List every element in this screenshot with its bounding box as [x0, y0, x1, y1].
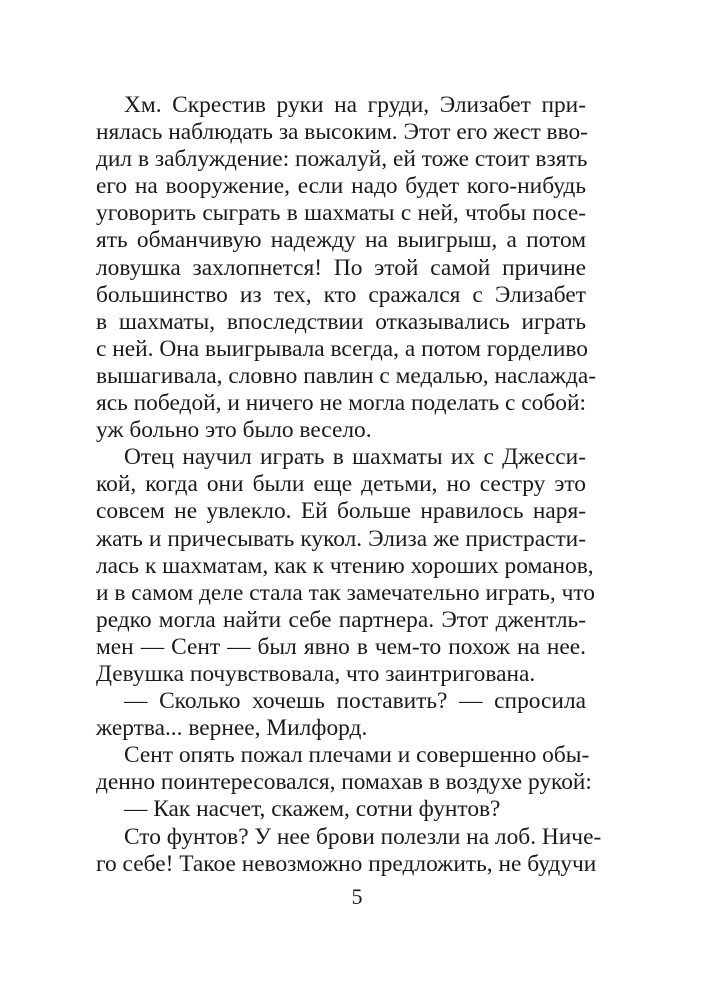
page-number: 5 [351, 884, 363, 909]
text-line: Сент опять пожал плечами и совершенно обы- [124, 742, 590, 769]
text-line: с ней. Она выигрывала всегда, а потом горделиво [96, 335, 588, 362]
text-line: ясь победой, и ничего не могла поделать с собой: [96, 390, 586, 417]
text-line: уговорить сыграть в шахматы с ней, чтобы посе- [96, 200, 586, 227]
text-line: в шахматы, впоследствии отказывались играть [96, 308, 586, 335]
text-line: совсем не увлекло. Ей больше нравилось наря- [96, 498, 586, 525]
text-line: ять обманчивую надежду на выигрыш, а потом [96, 227, 586, 254]
text-line: ловушка захлопнется! По этой самой причине [96, 254, 586, 281]
text-line: жертва... вернее, Милфорд. [96, 715, 368, 742]
text-line: Девушка почувствовала, что заинтригована. [96, 660, 536, 687]
text-line: нялась наблюдать за высоким. Этот его жест вво- [96, 119, 588, 146]
text-block [96, 92, 602, 878]
text-line: большинство из тех, кто сражался с Элизабет [96, 281, 586, 308]
text-line: вышагивала, словно павлин с медалью, наслажда- [96, 362, 597, 389]
text-line: Сто фунтов? У нее брови полезли на лоб. Ниче- [124, 823, 602, 850]
text-line: Хм. Скрестив руки на груди, Элизабет при- [124, 92, 586, 118]
text-line: — Как насчет, скажем, сотни фунтов? [124, 796, 501, 823]
text-line: редко могла найти себе партнера. Этот джентль- [96, 606, 586, 633]
text-line: Отец научил играть в шахматы их с Джесси- [124, 444, 586, 471]
text-line: уж больно это было весело. [96, 417, 372, 444]
text-line: мен — Сент — был явно в чем-то похож на нее. [96, 633, 586, 660]
text-line: дил в заблуждение: пожалуй, ей тоже стоит взять [96, 146, 588, 173]
text-line: его на вооружение, если надо будет кого-нибудь [96, 173, 586, 200]
text-line: жать и причесывать кукол. Элиза же пристрасти- [96, 525, 586, 552]
text-line: — Сколько хочешь поставить? — спросила [124, 688, 586, 715]
text-line: и в самом деле стала так замечательно играть, что [96, 579, 595, 606]
text-line: кой, когда они были еще детьми, но сестру это [96, 471, 586, 498]
text-line: денно поинтересовался, помахав в воздухе рукой: [96, 769, 592, 796]
text-line: го себе! Такое невозможно предложить, не будучи [96, 850, 597, 877]
text-line: лась к шахматам, как к чтению хороших романов, [96, 552, 594, 579]
